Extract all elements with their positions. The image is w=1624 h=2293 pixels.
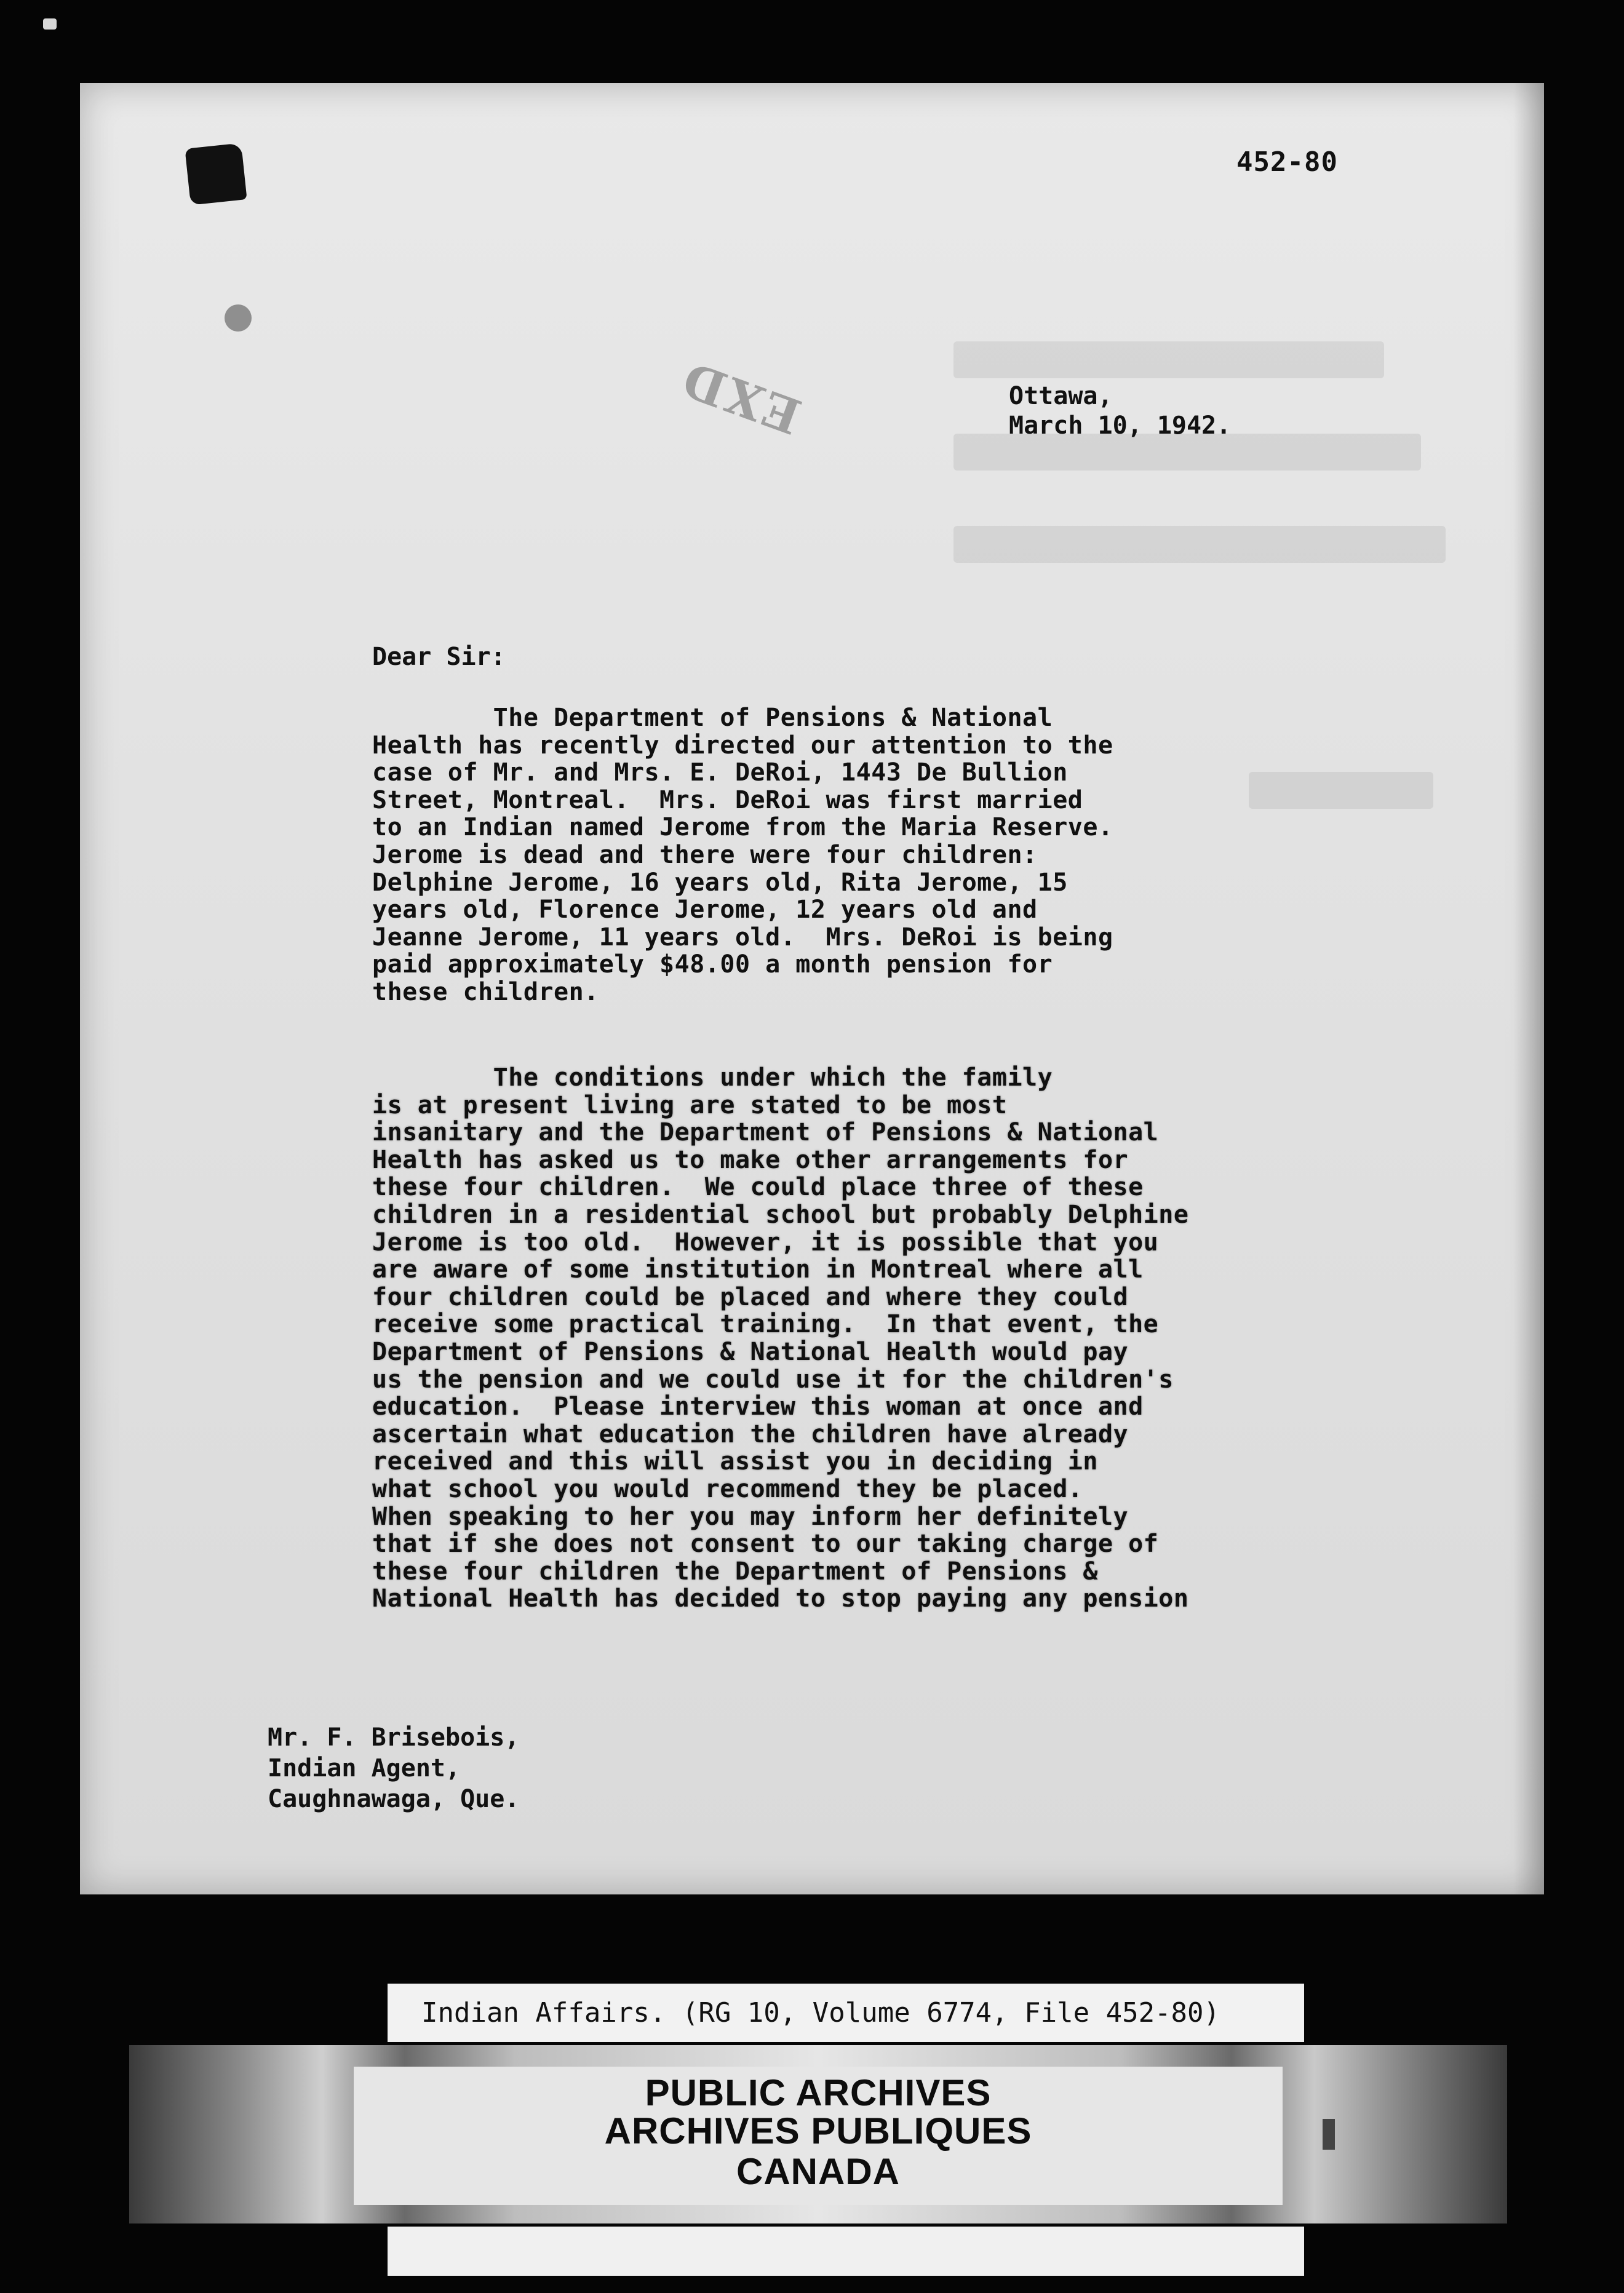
citation-label [388, 1984, 1304, 2042]
received-stamp: EXD [674, 349, 809, 445]
place-and-date [1009, 381, 1231, 440]
archive-citation: Indian Affairs. (RG 10, Volume 6774, File 452-80) [421, 1997, 1220, 2029]
salutation: Dear Sir: [372, 643, 506, 671]
file-reference-number: 452-80 [1236, 146, 1338, 178]
addressee-block: Mr. F. Brisebois, Indian Agent, Caughnawaga, Que. [268, 1723, 520, 1813]
letter-paragraph-1: The Department of Pensions & National Health has recently directed our attention to the case of Mr. and Mrs. E. DeRoi, 1443 De Bullion Street, Montreal. Mrs. DeRoi was first married to an Indian named Jerome from the Maria Reserve. Jerome is dead and there were four children: Delphine Jerome, 16 years old, Rita Jerome, 15 years old, Florence Jerome, 12 years old and Jeanne Jerome, 11 years old. Mrs. DeRoi is being paid approximately $48.00 a month pension for these children. [372, 704, 1113, 1006]
archive-country: CANADA [736, 2151, 900, 2192]
blank-label-strip [388, 2227, 1304, 2276]
letter-place: Ottawa, [1009, 382, 1113, 410]
archive-name-block [354, 2067, 1283, 2205]
band-notch-right [1323, 2119, 1335, 2150]
film-speck [43, 18, 57, 30]
archive-name-french: ARCHIVES PUBLIQUES [604, 2110, 1032, 2152]
letter-paragraph-2: The conditions under which the family is at present living are stated to be most insanitary and the Department of Pensions & National Health has asked us to make other arrangements for these four children. We could place three of these children in a residential school but probably Delphine Jerome is too old. However, it is possible that you are aware of some institution in Montreal where all four children could be placed and where they could receive some practical training. In that event, the Department of Pensions & National Health would pay us the pension and we could use it for the children's education. Please interview this woman at once and ascertain what education the children have already received and this will assist you in deciding in what school you would recommend they be placed. When speaking to her you may inform her definitely that if she does not consent to our taking charge of these four children the Department of Pensions & National Health has decided to stop paying any pension [372, 1063, 1189, 1613]
punched-hole [185, 143, 247, 205]
ink-smudge [225, 304, 252, 332]
letter-date: March 10, 1942. [1009, 411, 1232, 440]
archive-name-english: PUBLIC ARCHIVES [645, 2072, 992, 2113]
sheet-edge-shadow [1513, 83, 1544, 1894]
